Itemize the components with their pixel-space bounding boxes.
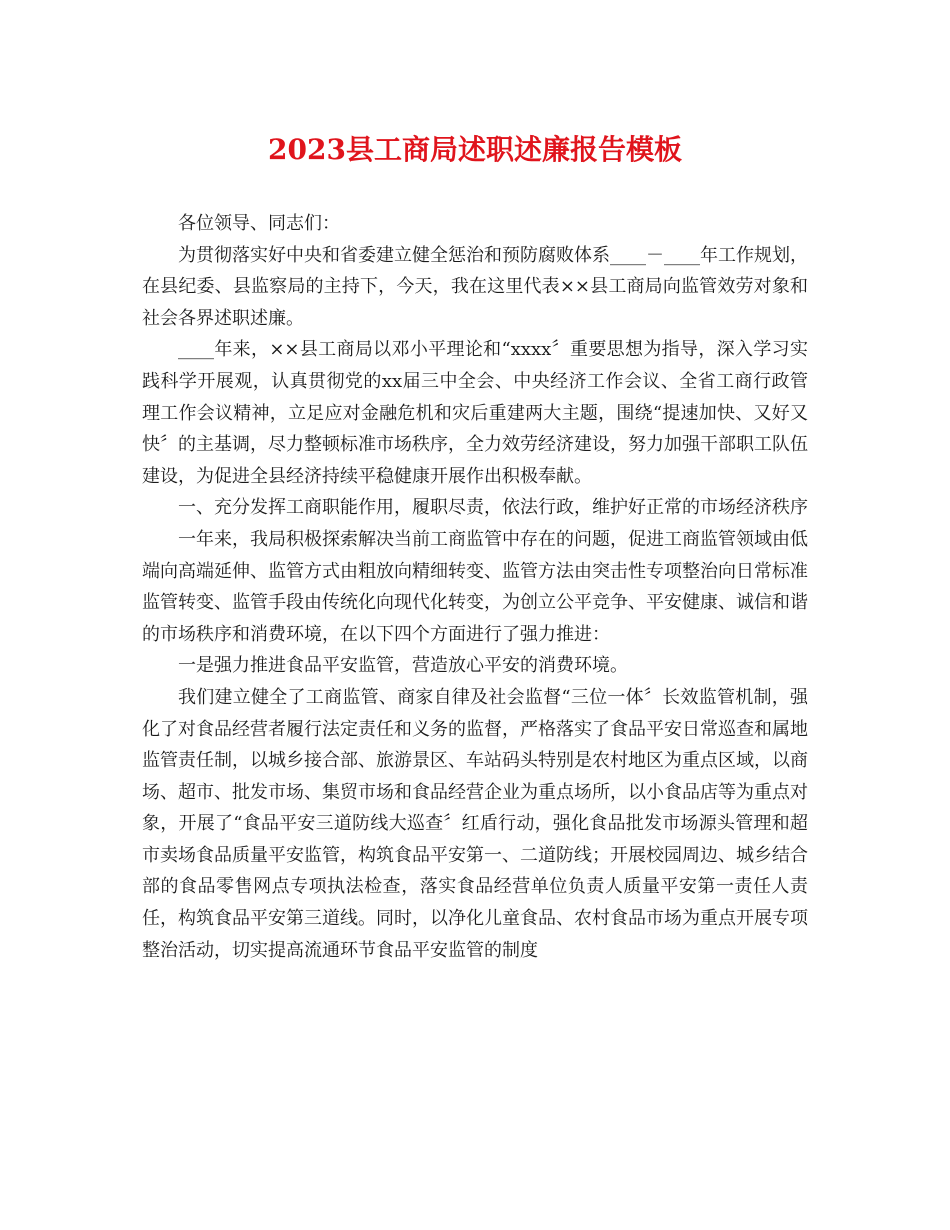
paragraph-salutation: 各位领导、同志们： — [178, 213, 340, 234]
paragraph-intro: 为贯彻落实好中央和省委建立健全惩治和预防腐败体系____－____年工作规划，在县纪委、县监察局的主持下，今天，我在这里代表××县工商局向监管效劳对象和社会各界述职述廉。 — [142, 244, 808, 329]
section-heading-1: 一、充分发挥工商职能作用，履职尽责，依法行政，维护好正常的市场经济秩序 — [178, 497, 808, 519]
paragraph-overview: ____年来，××县工商局以邓小平理论和“xxxx〞重要思想为指导，深入学习实践科学开展观，认真贯彻党的xx届三中全会、中央经济工作会议、全省工商行政管理工作会议精神，立足应对金融危机和灾后重建两大主题，围绕“提速加快、又好又快〞的主基调，尽力整顿标准市场秩序，全力效劳经济建设，努力加强干部职工队伍建设，为促进全县经济持续平稳健康开展作出积极奉献。 — [142, 339, 808, 487]
document-title: 2023县工商局述职述廉报告模板 — [268, 133, 682, 166]
subheading-food-safety: 一是强力推进食品平安监管，营造放心平安的消费环境。 — [178, 655, 628, 677]
paragraph-section-1: 一年来，我局积极探索解决当前工商监管中存在的问题，促进工商监管领域由低端向高端延伸、监管方式由粗放向精细转变、监管方法由突击性专项整治向日常标准监管转变、监管手段由传统化向现代化转变，为创立公平竞争、平安健康、诚信和谐的市场秩序和消费环境，在以下四个方面进行了强力推进： — [142, 528, 808, 645]
paragraph-food-safety: 我们建立健全了工商监管、商家自律及社会监督“三位一体〞长效监管机制，强化了对食品经营者履行法定责任和义务的监督，严格落实了食品平安日常巡查和属地监管责任制，以城乡接合部、旅游景区、车站码头特别是农村地区为重点区域，以商场、超市、批发市场、集贸市场和食品经营企业为重点场所，以小食品店等为重点对象，开展了“食品平安三道防线大巡查〞红盾行动，强化食品批发市场源头管理和超市卖场食品质量平安监管，构筑食品平安第一、二道防线；开展校园周边、城乡结合部的食品零售网点专项执法检查，落实食品经营单位负责人质量平安第一责任人责任，构筑食品平安第三道线。同时，以净化儿童食品、农村食品市场为重点开展专项整治活动，切实提高流通环节食品平安监管的制度 — [142, 686, 808, 961]
